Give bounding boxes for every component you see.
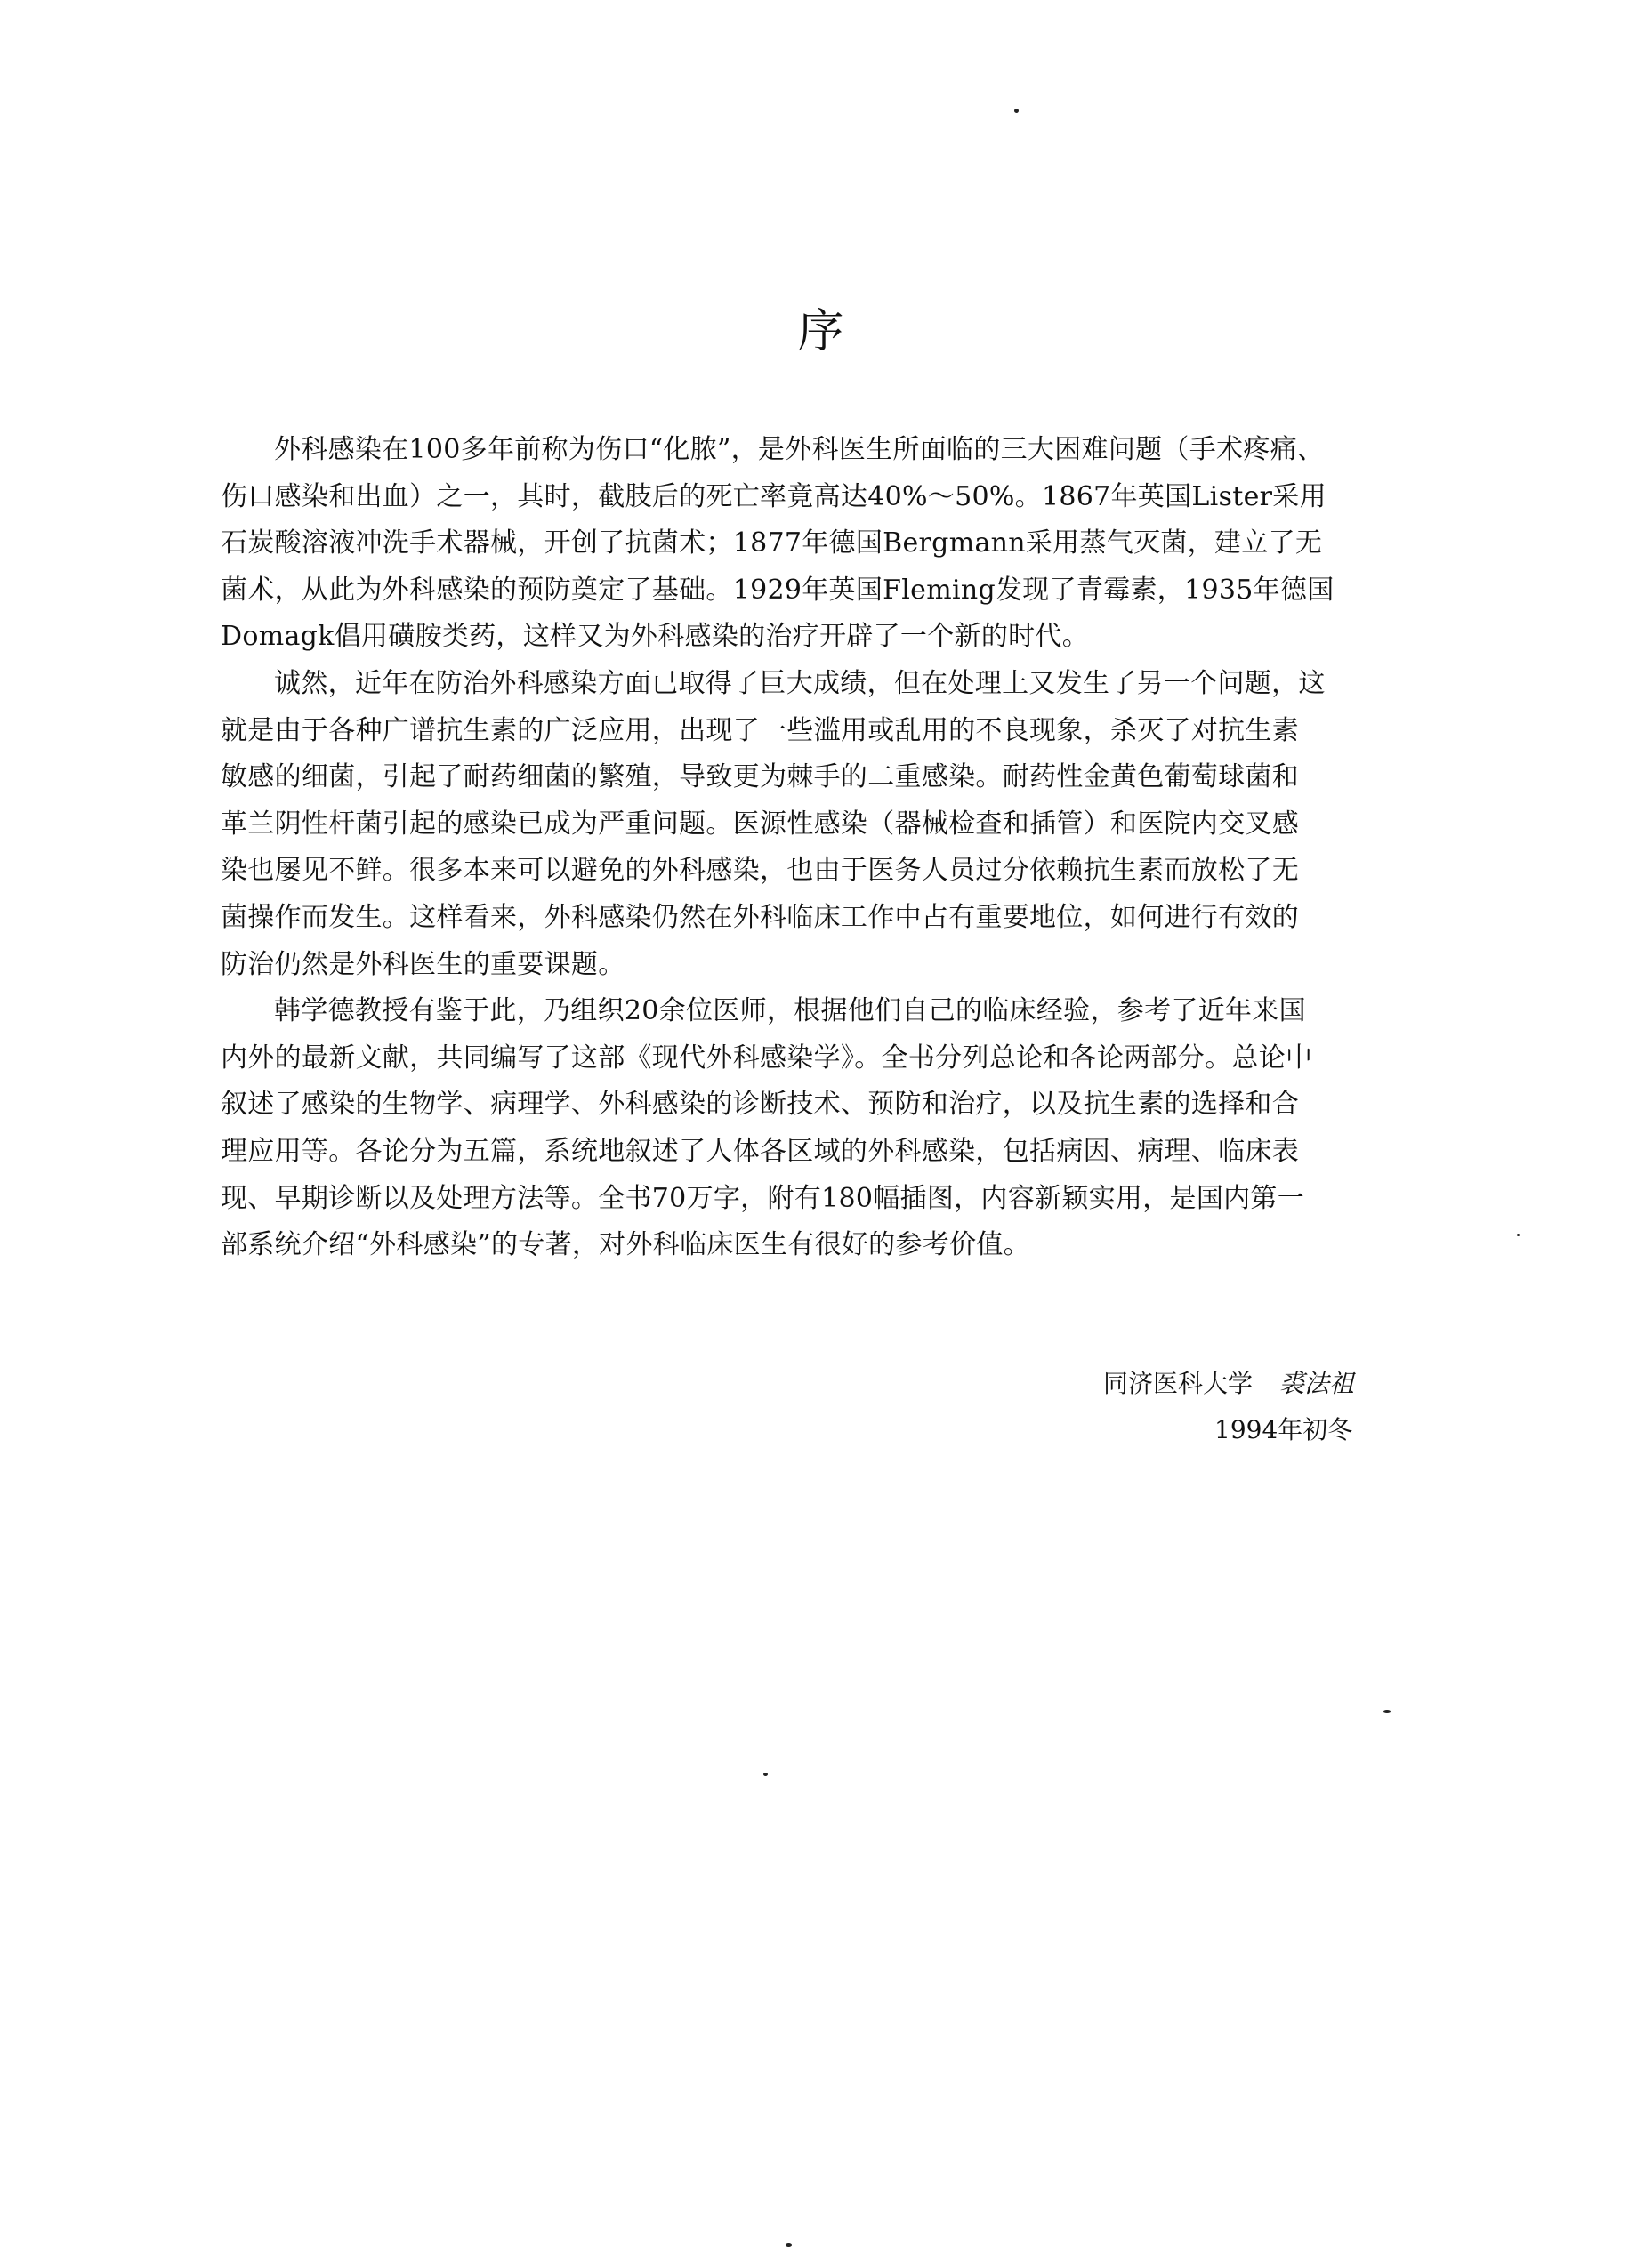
paragraph-1 xyxy=(221,427,1453,661)
paragraph-2 xyxy=(221,661,1453,988)
signature-date: 1994年初冬 xyxy=(1214,1415,1353,1444)
text-line: 理应用等。各论分为五篇，系统地叙述了人体各区域的外科感染，包括病因、病理、临床表 xyxy=(221,1135,1299,1167)
signature-line xyxy=(1103,1361,1477,1407)
page-title: 序 xyxy=(797,305,848,358)
text-line: 石炭酸溶液冲洗手术器械，开创了抗菌术；1877年德国Bergmann采用蒸气灭菌，建立了无 xyxy=(221,527,1323,559)
text-line: 诚然，近年在防治外科感染方面已取得了巨大成绩，但在处理上又发生了另一个问题，这 xyxy=(274,667,1326,699)
signature-name: 裘法祖 xyxy=(1279,1369,1355,1398)
text-line: 菌术，从此为外科感染的预防奠定了基础。1929年英国Fleming发现了青霉素，1935年德国 xyxy=(221,574,1335,606)
text-line: 就是由于各种广谱抗生素的广泛应用，出现了一些滥用或乱用的不良现象，杀灭了对抗生素 xyxy=(221,714,1299,746)
signature-affiliation: 同济医科大学 xyxy=(1103,1369,1254,1398)
text-line: 菌操作而发生。这样看来，外科感染仍然在外科临床工作中占有重要地位，如何进行有效的 xyxy=(221,901,1299,933)
text-line: 革兰阴性杆菌引起的感染已成为严重问题。医源性感染（器械检查和插管）和医院内交叉感 xyxy=(221,808,1299,840)
text-line: 现、早期诊断以及处理方法等。全书70万字，附有180幅插图，内容新颖实用，是国内第一 xyxy=(221,1182,1305,1214)
scan-speck xyxy=(786,2243,792,2247)
signature-block xyxy=(1103,1361,1477,1453)
text-line: 韩学德教授有鉴于此，乃组织20余位医师，根据他们自己的临床经验，参考了近年来国 xyxy=(274,995,1306,1027)
text-line: 外科感染在100多年前称为伤口“化脓”，是外科医生所面临的三大困难问题（手术疼痛、 xyxy=(274,434,1325,465)
scan-speck xyxy=(763,1773,768,1776)
scan-speck xyxy=(1517,1234,1520,1236)
text-line: 叙述了感染的生物学、病理学、外科感染的诊断技术、预防和治疗，以及抗生素的选择和合 xyxy=(221,1089,1299,1121)
text-line: 伤口感染和出血）之一，其时，截肢后的死亡率竟高达40%～50%。1867年英国Lister采用 xyxy=(221,480,1326,512)
text-line: 内外的最新文献，共同编写了这部《现代外科感染学》。全书分列总论和各论两部分。总论中 xyxy=(221,1042,1313,1074)
text-line: 染也屡见不鲜。很多本来可以避免的外科感染，也由于医务人员过分依赖抗生素而放松了无 xyxy=(221,855,1299,887)
scan-speck xyxy=(1014,109,1019,113)
preface-body xyxy=(221,427,1453,1269)
text-line: Domagk倡用磺胺类药，这样又为外科感染的治疗开辟了一个新的时代。 xyxy=(221,621,1090,653)
text-line: 防治仍然是外科医生的重要课题。 xyxy=(221,948,625,980)
scan-speck xyxy=(1383,1710,1391,1713)
paragraph-3 xyxy=(221,988,1453,1269)
text-line: 敏感的细菌，引起了耐药细菌的繁殖，导致更为棘手的二重感染。耐药性金黄色葡萄球菌和 xyxy=(221,761,1299,793)
text-line: 部系统介绍“外科感染”的专著，对外科临床医生有很好的参考价值。 xyxy=(221,1229,1030,1261)
